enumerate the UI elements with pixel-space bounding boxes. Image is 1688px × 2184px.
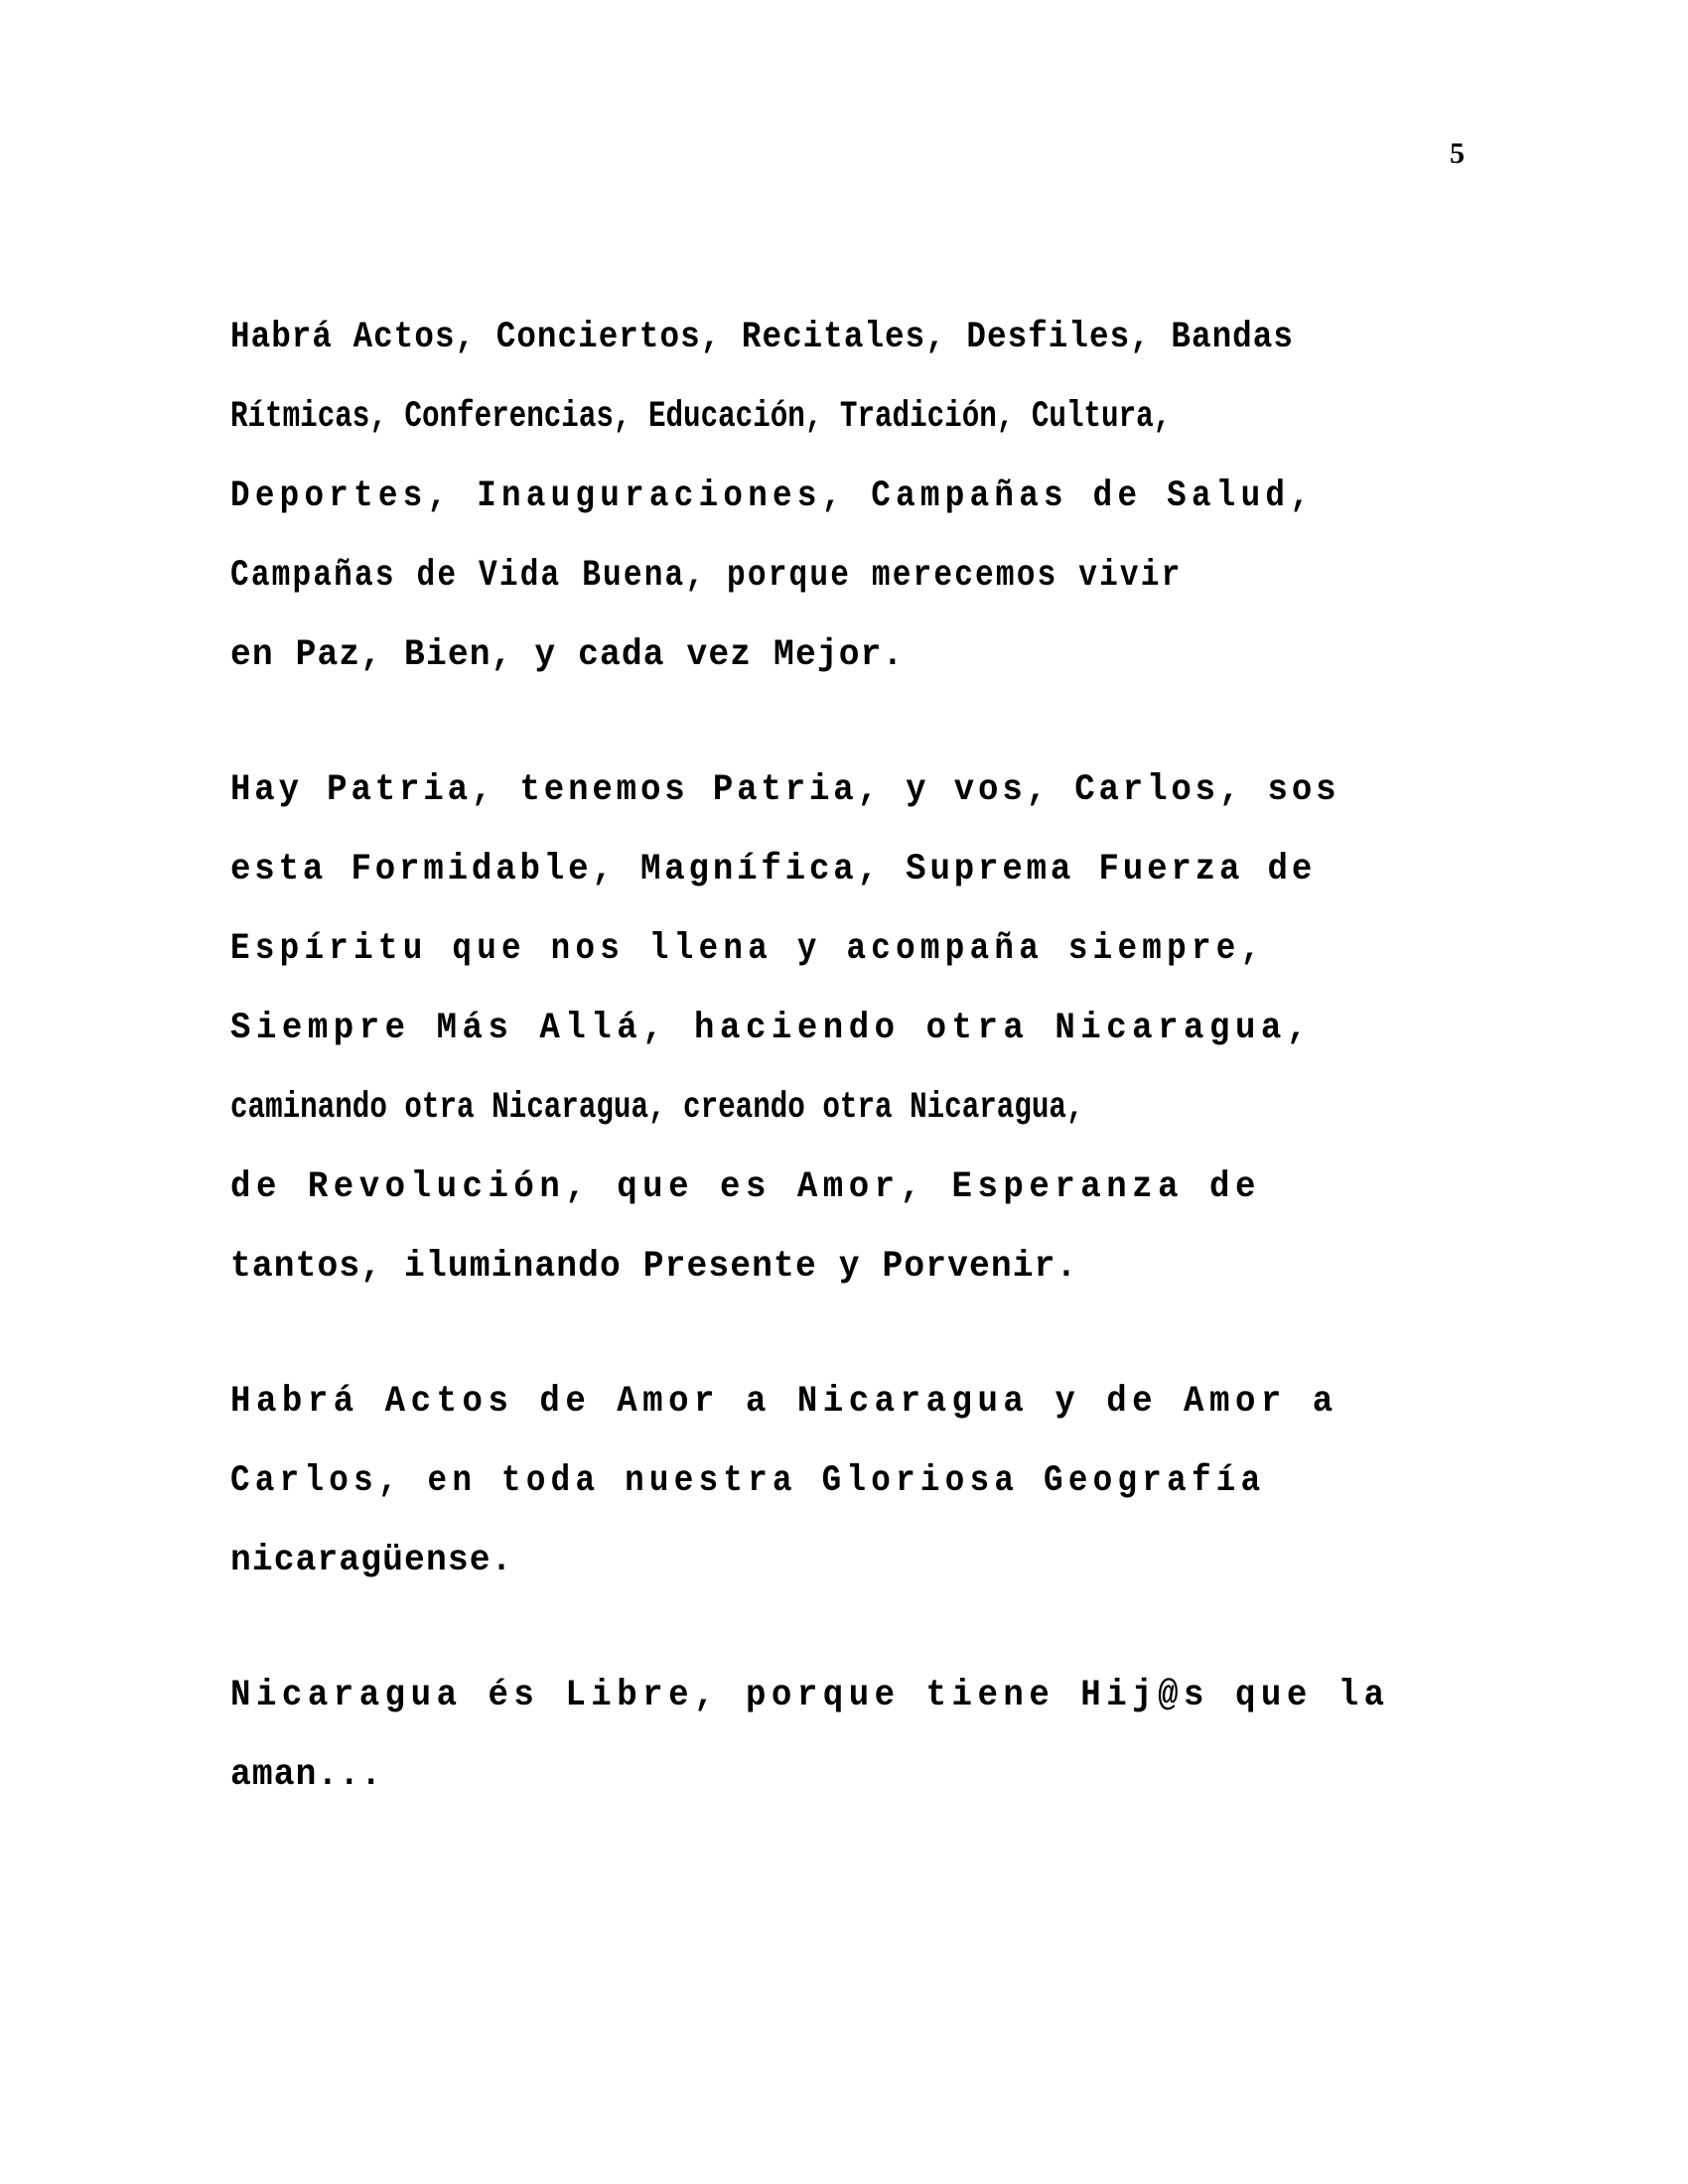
paragraph-1 — [230, 298, 1440, 695]
text-line: Nicaragua és Libre, porque tiene Hij@s que la — [230, 1675, 1390, 1716]
text-line: nicaragüense. — [230, 1540, 513, 1581]
text-line: Campañas de Vida Buena, porque merecemos vivir — [230, 555, 1183, 597]
text-line: Siempre Más Allá, haciendo otra Nicaragua, — [230, 1008, 1313, 1049]
paragraph-2 — [230, 751, 1440, 1306]
text-line: aman... — [230, 1754, 383, 1796]
document-body — [230, 298, 1440, 1815]
text-line: Carlos, en toda nuestra Gloriosa Geografía — [230, 1460, 1266, 1502]
text-line: Habrá Actos, Conciertos, Recitales, Desfiles, Bandas — [230, 317, 1294, 358]
page-number: 5 — [1450, 137, 1465, 170]
text-line: en Paz, Bien, y cada vez Mejor. — [230, 634, 905, 676]
text-line: Rítmicas, Conferencias, Educación, Tradición, Cultura, — [230, 396, 1172, 438]
paragraph-3 — [230, 1362, 1440, 1600]
text-line: esta Formidable, Magnífica, Suprema Fuerza de — [230, 849, 1317, 890]
text-line: Hay Patria, tenemos Patria, y vos, Carlos, sos — [230, 769, 1340, 811]
text-line: Espíritu que nos llena y acompaña siempre, — [230, 928, 1266, 970]
text-line: de Revolución, que es Amor, Esperanza de — [230, 1166, 1261, 1208]
text-line: Deportes, Inauguraciones, Campañas de Salud, — [230, 476, 1316, 517]
paragraph-4 — [230, 1656, 1440, 1815]
text-line: Habrá Actos de Amor a Nicaragua y de Amor a — [230, 1381, 1338, 1423]
text-line: caminando otra Nicaragua, creando otra Nicaragua, — [230, 1087, 1084, 1129]
text-line: tantos, iluminando Presente y Porvenir. — [230, 1246, 1078, 1288]
